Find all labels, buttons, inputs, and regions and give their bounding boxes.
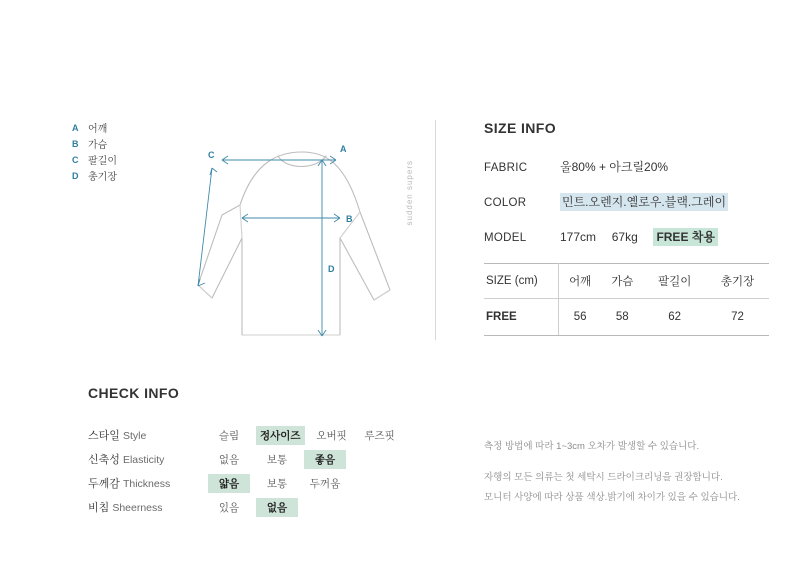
check-info-title: CHECK INFO xyxy=(88,385,180,401)
check-label-elasticity: 신축성 Elasticity xyxy=(88,454,165,466)
model-height: 177cm xyxy=(560,230,597,244)
note-washing: 자행의 모든 의류는 첫 세탁시 드라이크리닝을 권장합니다. xyxy=(484,471,723,483)
color-value: 민트.오렌지.옐로우.블랙.그레이 xyxy=(562,195,727,209)
fabric-row xyxy=(484,158,769,175)
check-row-thickness xyxy=(88,473,428,493)
option-sheerness-no: 없음 xyxy=(256,498,298,517)
option-style-regular: 정사이즈 xyxy=(256,426,305,445)
option-style-slim: 슬림 xyxy=(218,429,240,442)
model-label: MODEL xyxy=(484,232,527,244)
check-row-sheerness xyxy=(88,497,428,517)
table-row xyxy=(484,299,769,336)
model-weight: 67kg xyxy=(611,230,638,244)
legend-label-a: 어깨 xyxy=(88,124,108,135)
option-elasticity-none: 없음 xyxy=(218,453,240,466)
legend-label-c: 팔길이 xyxy=(88,156,117,167)
legend-key-d: D xyxy=(72,170,79,181)
check-label-thickness: 두께감 Thickness xyxy=(88,478,171,490)
table-header-row xyxy=(484,264,769,299)
garment-illustration-svg xyxy=(150,100,450,370)
marker-d-label: D xyxy=(328,264,335,274)
option-style-overfit: 오버핏 xyxy=(316,429,347,442)
cell-sleeve: 62 xyxy=(643,299,706,336)
check-label-style: 스타일 Style xyxy=(88,430,147,442)
measurement-legend xyxy=(72,120,162,184)
check-info-section xyxy=(88,385,428,521)
fabric-value: 울80% + 아크릴20% xyxy=(560,160,669,174)
size-info-section xyxy=(484,120,769,336)
garment-diagram xyxy=(150,100,450,370)
size-table xyxy=(484,263,769,336)
option-thickness-thin: 얇음 xyxy=(208,474,250,493)
color-label: COLOR xyxy=(484,197,527,209)
size-info-title: SIZE INFO xyxy=(484,120,557,136)
option-sheerness-yes: 있음 xyxy=(218,501,240,514)
check-label-sheerness: 비침 Sheerness xyxy=(88,502,163,514)
marker-a-label: A xyxy=(340,144,347,154)
table-header-chest: 가슴 xyxy=(601,264,643,299)
decorative-side-text: sudden supers xyxy=(405,160,414,226)
option-style-loosefit: 루즈핏 xyxy=(364,429,395,442)
legend-item xyxy=(72,136,162,151)
cell-size-name: FREE xyxy=(484,299,559,336)
table-header-length: 총기장 xyxy=(706,264,769,299)
option-elasticity-good: 좋음 xyxy=(304,450,346,469)
legend-label-d: 총기장 xyxy=(88,172,117,183)
table-header-shoulder: 어깨 xyxy=(559,264,602,299)
legend-item xyxy=(72,152,162,167)
fabric-label: FABRIC xyxy=(484,162,528,174)
marker-b-label: B xyxy=(346,214,353,224)
note-monitor: 모니터 사양에 따라 상품 색상.밝기에 차이가 있을 수 있습니다. xyxy=(484,492,740,504)
color-row xyxy=(484,193,769,210)
legend-key-a: A xyxy=(72,122,79,133)
legend-key-c: C xyxy=(72,154,79,165)
legend-item xyxy=(72,168,162,183)
cell-length: 72 xyxy=(706,299,769,336)
option-elasticity-normal: 보통 xyxy=(266,453,288,466)
cell-shoulder: 56 xyxy=(559,299,602,336)
check-row-style xyxy=(88,425,428,445)
option-thickness-thick: 두꺼움 xyxy=(309,477,341,490)
legend-label-b: 가슴 xyxy=(88,140,108,151)
check-row-elasticity xyxy=(88,449,428,469)
notes-section xyxy=(484,440,784,512)
table-header-size: SIZE (cm) xyxy=(484,264,559,299)
option-thickness-normal: 보통 xyxy=(266,477,288,490)
legend-key-b: B xyxy=(72,138,79,149)
model-row xyxy=(484,228,769,245)
legend-item xyxy=(72,120,162,135)
marker-c-label: C xyxy=(208,150,215,160)
table-header-sleeve: 팔길이 xyxy=(643,264,706,299)
cell-chest: 58 xyxy=(601,299,643,336)
vertical-divider xyxy=(435,120,436,340)
model-wearing-size: FREE 착용 xyxy=(653,228,718,246)
measure-line-c xyxy=(198,168,212,286)
note-measurement: 측정 방법에 따라 1~3cm 오차가 발생할 수 있습니다. xyxy=(484,441,700,452)
